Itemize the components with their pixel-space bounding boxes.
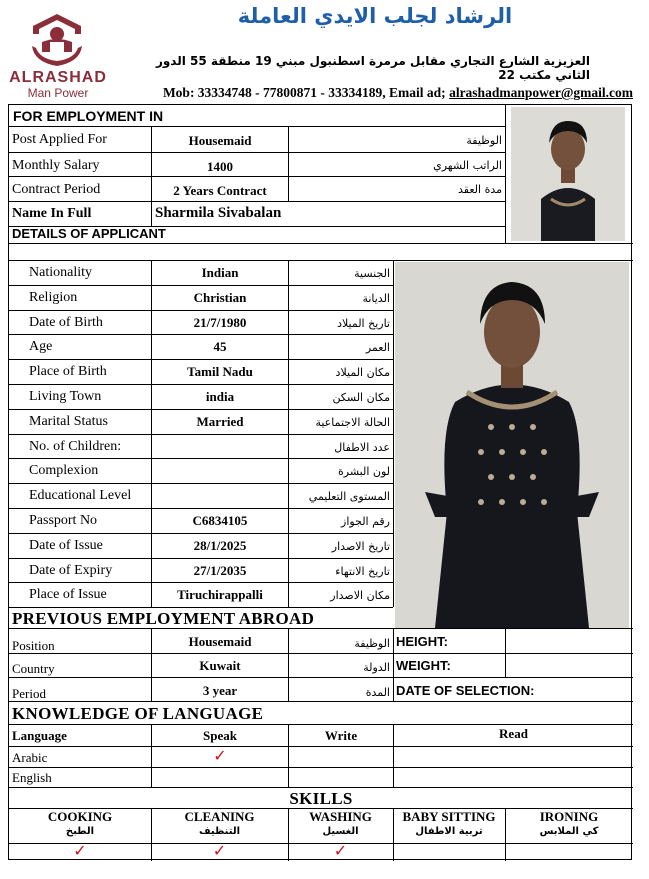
- applicant-value: Christian: [193, 290, 247, 305]
- language-header-write: Write: [324, 728, 358, 743]
- applicant-label: Educational Level: [29, 488, 132, 503]
- applicant-label: Date of Birth: [29, 315, 103, 330]
- applicant-label-ar: تاريخ الميلاد: [337, 317, 390, 330]
- applicant-value: 27/1/2035: [193, 563, 247, 578]
- company-contact: [120, 85, 633, 101]
- skill-label: BABY SITTING: [402, 809, 496, 824]
- company-address-ar: العزيزية الشارع التجاري مقابل مرمرة اسطنبول مبني 19 منطقة 55 الدور الثاني مكتب 22: [155, 54, 590, 82]
- applicant-photo-large: [395, 262, 629, 628]
- previous-label-country: Country: [12, 661, 55, 676]
- weight-label: WEIGHT:: [396, 658, 451, 673]
- employment-label-post-ar: الوظيفة: [466, 134, 502, 147]
- language-header-speak: Speak: [203, 728, 237, 743]
- language-row-arabic: Arabic: [12, 750, 48, 765]
- applicant-label: Complexion: [29, 463, 99, 478]
- skill-check-icon: ✓: [73, 841, 87, 860]
- skill-label: COOKING: [47, 809, 113, 824]
- applicant-label: Passport No: [29, 513, 98, 528]
- contact-phones: Mob: 33334748 - 77800871 - 33334189, Email ad;: [162, 85, 450, 100]
- name-value: Sharmila Sivabalan: [155, 205, 282, 221]
- applicant-label: Place of Issue: [29, 587, 107, 602]
- company-name-ar: الرشاد لجلب الايدي العاملة: [237, 4, 513, 28]
- previous-value-position: Housemaid: [188, 634, 252, 649]
- portrait-large-icon: [395, 262, 629, 628]
- applicant-label-ar: تاريخ الانتهاء: [335, 565, 390, 578]
- language-row-english: English: [12, 770, 52, 785]
- skill-label: WASHING: [309, 809, 372, 824]
- applicant-value: india: [205, 389, 235, 404]
- applicant-value: C6834105: [192, 513, 248, 528]
- logo-subtitle: Man Power: [27, 86, 89, 100]
- previous-value-country: Kuwait: [199, 658, 241, 673]
- previous-label-position: Position: [12, 638, 55, 653]
- date-of-selection-label: DATE OF SELECTION:: [396, 683, 535, 698]
- language-arabic-speak-check-icon: ✓: [213, 746, 227, 765]
- applicant-value: Tiruchirappalli: [177, 587, 263, 602]
- logo-mark-icon: [28, 12, 86, 68]
- applicant-label: Nationality: [29, 265, 92, 280]
- portrait-small-icon: [511, 107, 625, 241]
- employment-label-contract-ar: مدة العقد: [458, 183, 502, 196]
- applicant-label-ar: لون البشرة: [338, 465, 390, 478]
- skill-check-icon: ✓: [212, 841, 227, 860]
- employment-value-post: Housemaid: [188, 133, 252, 148]
- skill-label: IRONING: [539, 809, 599, 824]
- skill-check-icon: ✓: [333, 841, 348, 860]
- applicant-label-ar: عدد الاطفال: [334, 441, 390, 454]
- skill-label-ar: تربية الاطفال: [415, 826, 483, 837]
- applicant-label: Place of Birth: [29, 364, 107, 379]
- applicant-label-ar: المستوى التعليمي: [308, 490, 390, 503]
- applicant-value: 21/7/1980: [193, 315, 247, 330]
- logo-text: ALRASHAD: [9, 69, 107, 86]
- applicant-label-ar: مكان الاصدار: [330, 589, 390, 602]
- applicant-label-ar: الديانة: [362, 292, 390, 305]
- previous-label-position-ar: الوظيفة: [354, 637, 390, 650]
- skill-label-ar: الغسيل: [322, 826, 359, 837]
- application-form: [8, 104, 632, 860]
- applicant-label: Living Town: [29, 389, 102, 404]
- company-logo: [8, 12, 108, 98]
- applicant-label-ar: الحالة الاجتماعية: [315, 416, 390, 429]
- employment-label-contract: Contract Period: [12, 182, 101, 197]
- applicant-label-ar: تاريخ الاصدار: [331, 540, 390, 553]
- previous-label-period: Period: [12, 686, 46, 701]
- employment-value-salary: 1400: [207, 159, 233, 174]
- applicant-value: Indian: [201, 265, 239, 280]
- previous-label-country-ar: الدولة: [363, 661, 390, 674]
- language-header-language: Language: [12, 728, 67, 743]
- applicant-value: 45: [213, 339, 227, 354]
- height-label: HEIGHT:: [396, 634, 448, 649]
- applicant-label: Marital Status: [29, 414, 108, 429]
- contact-email[interactable]: alrashadmanpower@gmail.com: [449, 85, 633, 100]
- section-skills-title: SKILLS: [289, 789, 353, 808]
- skill-label-ar: التنظيف: [198, 826, 241, 837]
- previous-label-period-ar: المدة: [365, 686, 390, 699]
- skill-label-ar: كي الملابس: [539, 826, 599, 837]
- applicant-label-ar: العمر: [365, 341, 390, 354]
- applicant-label: Age: [29, 339, 53, 354]
- employment-value-contract: 2 Years Contract: [173, 183, 267, 198]
- section-previous-title: PREVIOUS EMPLOYMENT ABROAD: [12, 609, 315, 628]
- employment-label-salary-ar: الراتب الشهري: [433, 159, 502, 172]
- section-language-title: KNOWLEDGE OF LANGUAGE: [12, 704, 264, 723]
- applicant-label-ar: مكان السكن: [332, 391, 390, 404]
- applicant-label: Date of Issue: [29, 538, 103, 553]
- section-applicant-title: DETAILS OF APPLICANT: [12, 226, 166, 241]
- applicant-value: 28/1/2025: [193, 538, 247, 553]
- applicant-photo-small: [511, 107, 625, 241]
- applicant-value: Tamil Nadu: [187, 364, 253, 379]
- employment-label-post: Post Applied For: [12, 132, 107, 147]
- applicant-label-ar: رقم الجواز: [341, 515, 390, 528]
- applicant-label-ar: مكان الميلاد: [335, 366, 390, 379]
- applicant-label: Religion: [29, 290, 78, 305]
- name-label: Name In Full: [12, 206, 92, 221]
- applicant-label-ar: الجنسية: [354, 267, 390, 280]
- applicant-label: Date of Expiry: [29, 563, 113, 578]
- skill-label-ar: الطبخ: [65, 826, 95, 837]
- language-header-read: Read: [499, 726, 528, 741]
- applicant-value: Married: [196, 414, 244, 429]
- skill-label: CLEANING: [184, 809, 255, 824]
- applicant-label: No. of Children:: [29, 439, 122, 454]
- previous-value-period: 3 year: [202, 683, 238, 698]
- employment-label-salary: Monthly Salary: [12, 158, 100, 173]
- section-employment-title: FOR EMPLOYMENT IN: [13, 108, 164, 124]
